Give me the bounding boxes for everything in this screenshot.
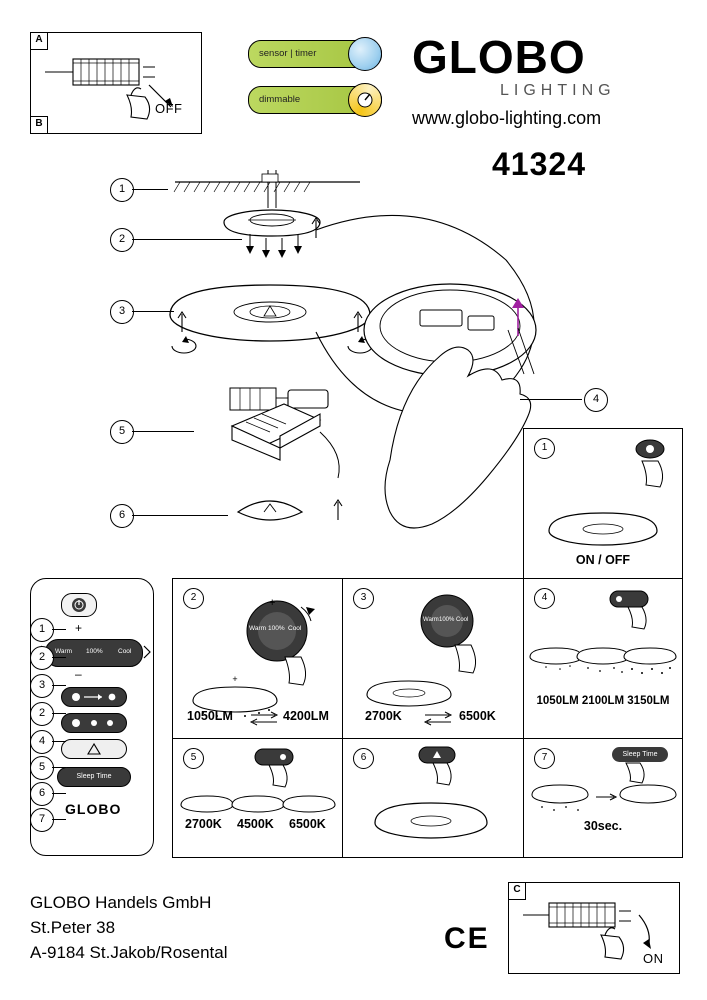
- off-label: OFF: [155, 101, 183, 116]
- panel-2-number: 2: [183, 588, 204, 609]
- badge-dimmable-label: dimmable: [259, 94, 301, 105]
- remote-callout-3: 3: [30, 674, 54, 698]
- panel-7-number: 7: [534, 748, 555, 769]
- remote-knob-cool: Cool: [118, 648, 132, 655]
- brand-url: www.globo-lighting.com: [412, 108, 602, 128]
- panel-3-number: 3: [353, 588, 374, 609]
- panel-6: [342, 738, 525, 858]
- panel-2-value-left: 1050LM: [187, 709, 233, 723]
- panel-2-knob-mid: 100%: [268, 625, 285, 632]
- panel-2: [172, 578, 344, 740]
- panel-3-value-left: 2700K: [365, 709, 402, 723]
- remote-knob-mid: 100%: [86, 648, 103, 655]
- panel-3-arrows-icon: [423, 711, 453, 725]
- remote-plus-label: +: [75, 621, 83, 635]
- remote-leader-2a: [52, 657, 66, 658]
- remote-leader-6: [52, 793, 66, 794]
- address-line-3: A-9184 St.Jakob/Rosental: [30, 943, 228, 962]
- remote-callout-1: 1: [30, 618, 54, 642]
- panel-5-illustration: [173, 739, 343, 857]
- panel-5-number: 5: [183, 748, 204, 769]
- remote-callout-4: 4: [30, 730, 54, 754]
- remote-leader-5: [52, 767, 66, 768]
- panel-2-arrows-icon: [249, 711, 279, 725]
- callout-6-leader: [132, 515, 228, 516]
- panel-6-number: 6: [353, 748, 374, 769]
- panel-7-sleep-button: Sleep Time: [612, 747, 668, 762]
- panel-4-number: 4: [534, 588, 555, 609]
- remote-leader-1: [52, 629, 66, 630]
- remote-right-arrow-icon[interactable]: [141, 643, 153, 661]
- panel-4: [523, 578, 683, 740]
- wiring-box-a: [30, 32, 202, 134]
- panel-5-value-1: 2700K: [185, 817, 222, 831]
- remote-brand: GLOBO: [65, 801, 122, 817]
- panel-1-caption: ON / OFF: [575, 553, 631, 567]
- remote-leader-2b: [52, 713, 66, 714]
- panel-3: [342, 578, 525, 740]
- panel-7-illustration: [524, 739, 682, 857]
- panel-3-knob-mid: 100%: [439, 617, 455, 623]
- svg-text:+: +: [232, 674, 238, 684]
- ce-mark: CE: [444, 922, 490, 955]
- box-label-c: C: [508, 882, 526, 900]
- panel-4-illustration: [524, 579, 682, 739]
- remote-callout-6: 6: [30, 782, 54, 806]
- remote-minus-label: –: [75, 667, 82, 681]
- remote-night-button[interactable]: [61, 739, 127, 759]
- box-label-a: A: [30, 32, 48, 50]
- remote-callout-5: 5: [30, 756, 54, 780]
- panel-5-value-2: 4500K: [237, 817, 274, 831]
- remote-leader-4: [52, 741, 66, 742]
- panel-2-knob-cool: Cool: [288, 625, 302, 632]
- remote-dim-knob[interactable]: [45, 639, 143, 667]
- dimmable-knob-icon: [348, 83, 382, 117]
- sensor-knob-icon: [348, 37, 382, 71]
- panel-1: [523, 428, 683, 580]
- on-label: ON: [643, 951, 664, 966]
- panel-7-caption: 30sec.: [583, 819, 623, 833]
- panel-3-knob-warm: Warm: [423, 617, 439, 623]
- panel-2-value-right: 4200LM: [283, 709, 329, 723]
- panel-2-knob-warm: Warm: [249, 625, 267, 632]
- callout-5: 5: [110, 420, 134, 444]
- remote-callout-2b: 2: [30, 702, 54, 726]
- callout-1: 1: [110, 178, 134, 202]
- panel-6-illustration: [343, 739, 524, 857]
- panel-7: [523, 738, 683, 858]
- panel-5-value-3: 6500K: [289, 817, 326, 831]
- remote-power-button[interactable]: [61, 593, 97, 617]
- panel-3-knob-cool: Cool: [456, 617, 469, 623]
- panel-3-value-right: 6500K: [459, 709, 496, 723]
- panel-4-caption: 1050LM 2100LM 3150LM: [536, 695, 670, 707]
- company-address: [30, 890, 228, 965]
- remote-callout-2a: 2: [30, 646, 54, 670]
- address-line-1: GLOBO Handels GmbH: [30, 893, 212, 912]
- callout-6: 6: [110, 504, 134, 528]
- badge-sensor-timer-label: sensor | timer: [259, 48, 317, 59]
- panel-1-number: 1: [534, 438, 555, 459]
- callout-2-leader: [132, 239, 242, 240]
- panel-5: [172, 738, 344, 858]
- wiring-box-c: [508, 882, 680, 974]
- remote-leader-3: [52, 685, 66, 686]
- wiring-off-illustration: [31, 33, 203, 135]
- callout-5-leader: [132, 431, 194, 432]
- callout-4: 4: [584, 388, 608, 412]
- callout-3: 3: [110, 300, 134, 324]
- article-number: 41324: [492, 146, 586, 182]
- remote-knob-warm: Warm: [55, 648, 73, 655]
- callout-3-leader: [132, 311, 174, 312]
- box-label-b: B: [30, 116, 48, 134]
- remote-leader-7: [52, 819, 66, 820]
- brand-lighting: LIGHTING: [500, 82, 616, 99]
- remote-scene-button-2[interactable]: [61, 713, 127, 733]
- callout-2: 2: [110, 228, 134, 252]
- remote-scene-button-1[interactable]: [61, 687, 127, 707]
- remote-sleep-button[interactable]: Sleep Time: [57, 767, 131, 787]
- callout-4-leader: [520, 399, 582, 400]
- brand-globo: GLOBO: [412, 31, 586, 83]
- callout-1-leader: [132, 189, 168, 190]
- panel-2-plus: +: [269, 597, 276, 609]
- address-line-2: St.Peter 38: [30, 918, 116, 937]
- remote-callout-7: 7: [30, 808, 54, 832]
